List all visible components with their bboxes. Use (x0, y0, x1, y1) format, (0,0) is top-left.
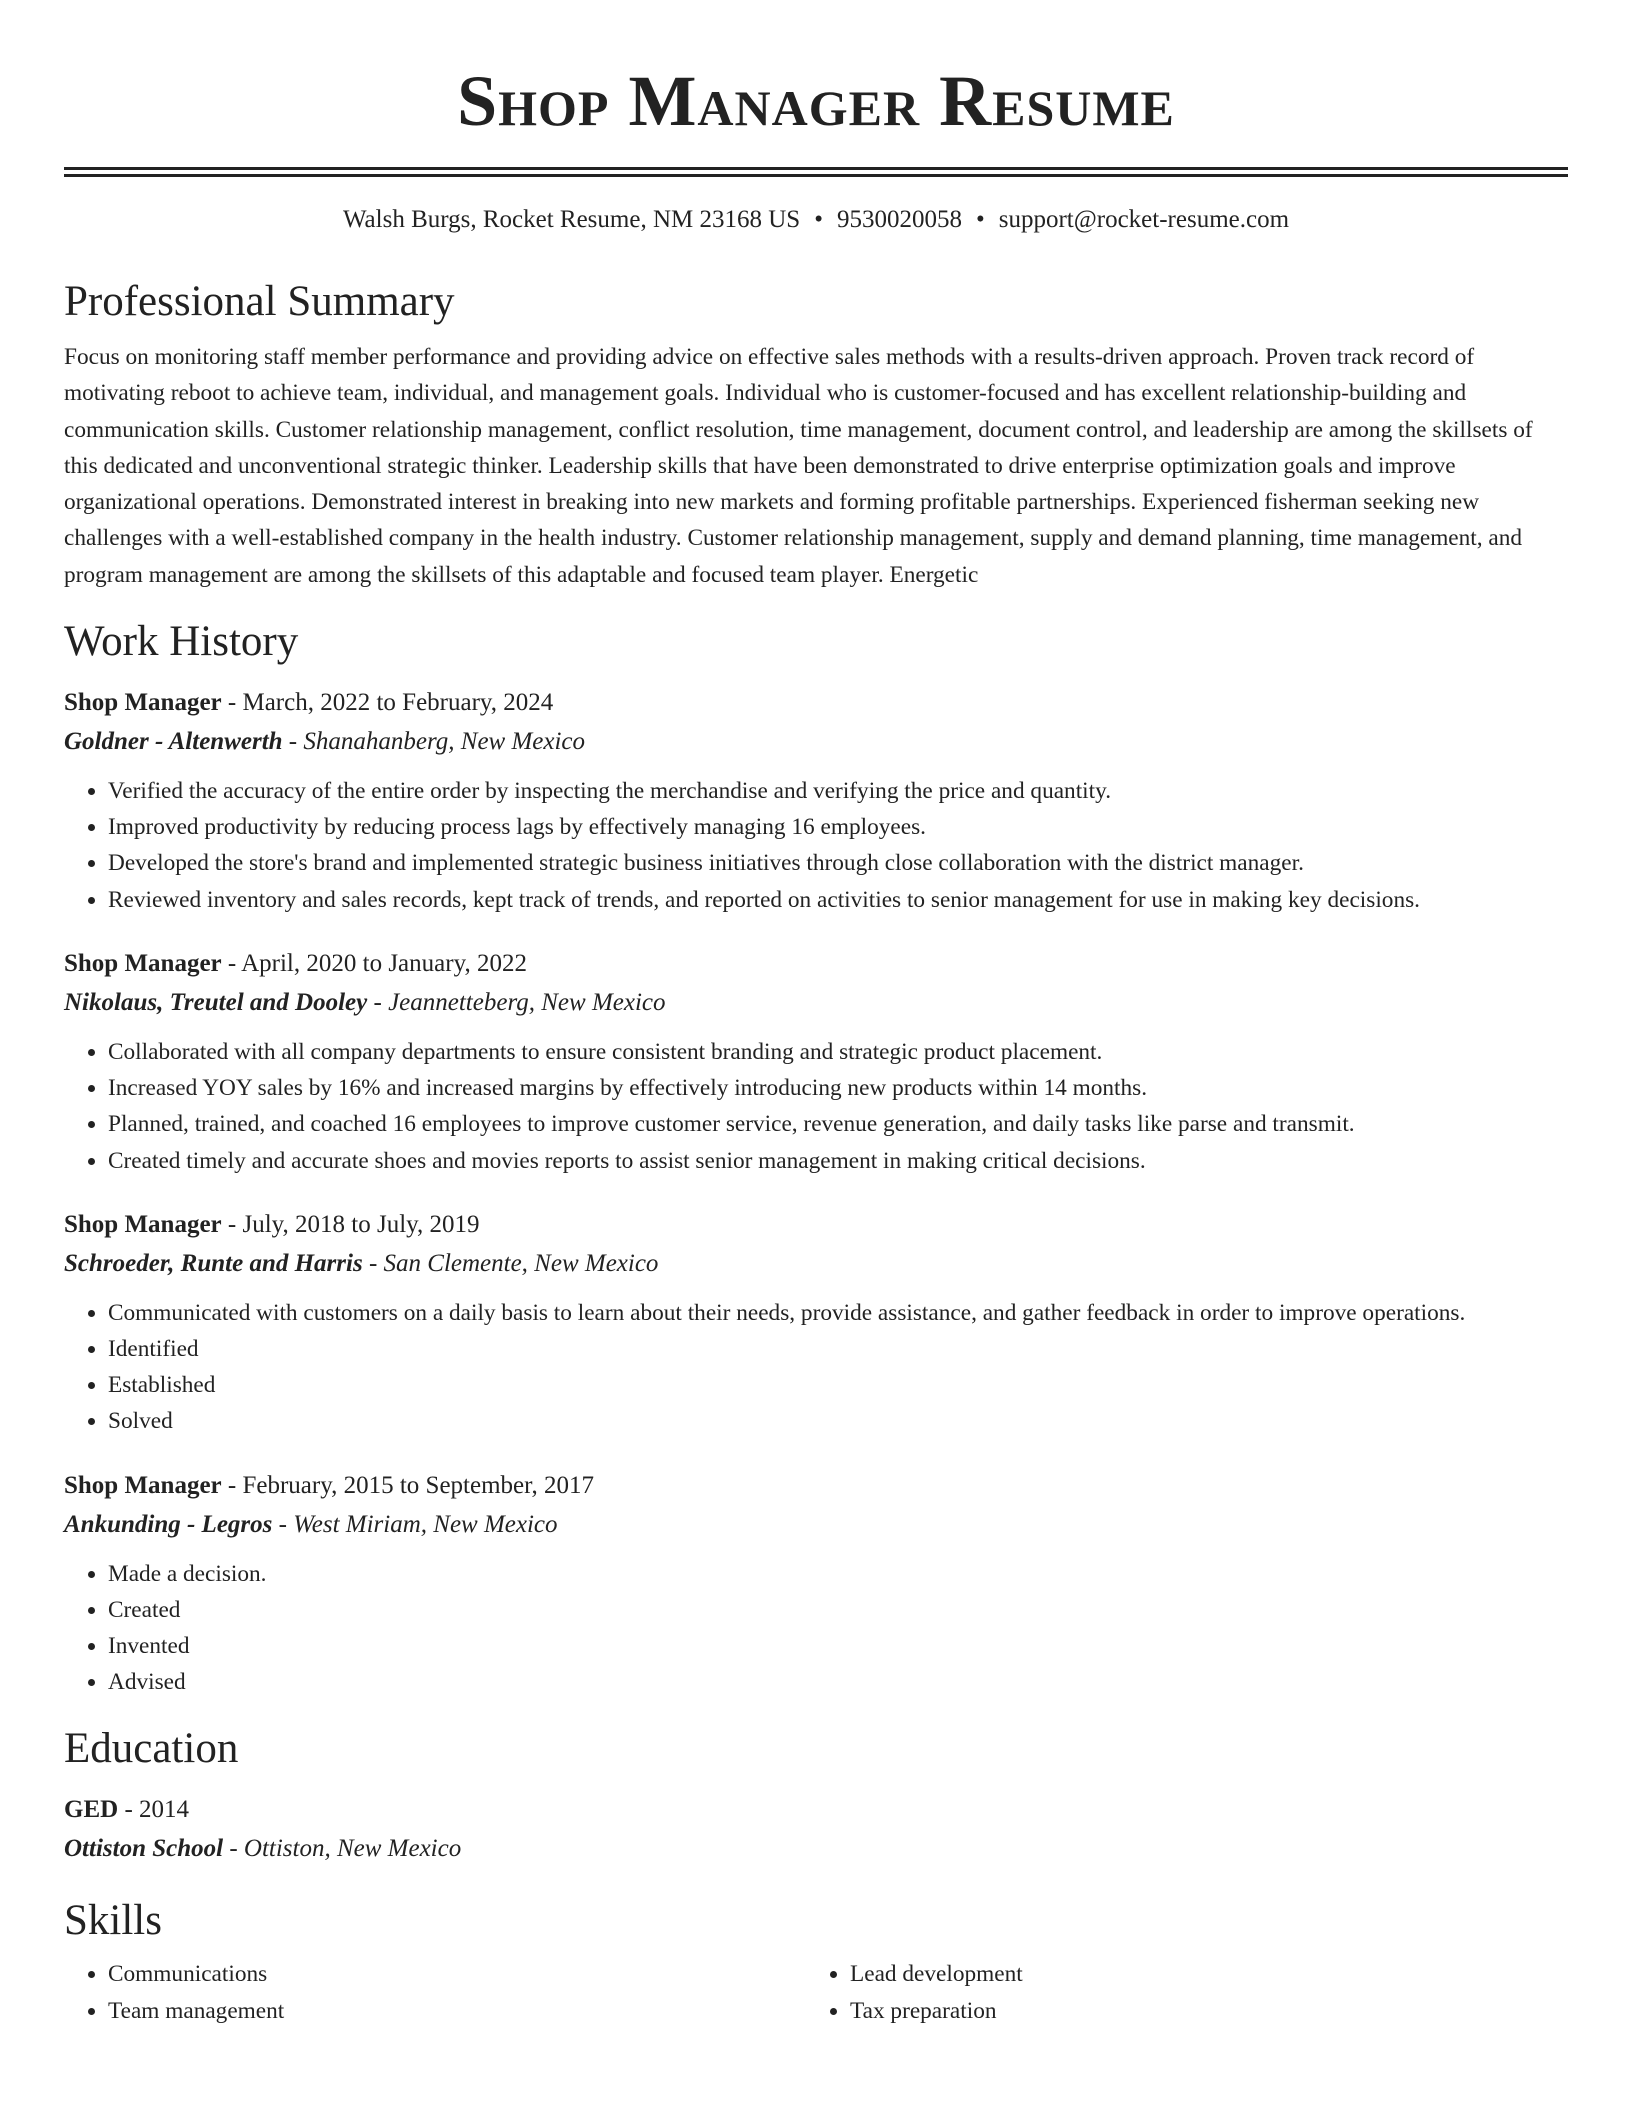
job-title-line (64, 944, 1568, 983)
job-bullet: • Established (108, 1367, 1568, 1403)
education-school: Ottiston School (64, 1835, 224, 1863)
job-bullets (64, 1034, 1568, 1179)
job-company-line (64, 1244, 1568, 1283)
job-bullet: • Verified the accuracy of the entire order by inspecting the merchandise and verifying the price and quantity. (108, 773, 1568, 809)
job-bullet: • Increased YOY sales by 16% and increased margins by effectively introducing new products within 14 months. (108, 1070, 1568, 1106)
contact-email: support@rocket-resume.com (998, 206, 1290, 233)
job-dates: - April, 2020 to January, 2022 (221, 949, 527, 977)
job-bullet: • Invented (108, 1628, 1568, 1664)
skill-item: • Team management (108, 1993, 806, 2029)
job-title-line (64, 1205, 1568, 1244)
job-bullets (64, 1556, 1568, 1701)
job-title: Shop Manager (64, 689, 222, 717)
contact-separator: • (975, 206, 985, 233)
job-bullet: • Created (108, 1592, 1568, 1628)
job-title-line (64, 1466, 1568, 1505)
job-bullets (64, 773, 1568, 918)
job-bullet: • Reviewed inventory and sales records, kept track of trends, and reported on activities to senior management for use in making key decisions. (108, 882, 1568, 918)
contact-line (64, 203, 1568, 237)
job-bullet: • Advised (108, 1664, 1568, 1700)
job-bullet: • Planned, trained, and coached 16 employees to improve customer service, revenue generation, and daily tasks like parse and transmit. (108, 1106, 1568, 1142)
job-bullet: • Collaborated with all company departments to ensure consistent branding and strategic product placement. (108, 1034, 1568, 1070)
job-company-line (64, 1505, 1568, 1544)
job-title: Shop Manager (64, 949, 222, 977)
education-school-line (64, 1829, 1568, 1868)
job-bullet: • Solved (108, 1403, 1568, 1439)
job-company: Ankunding - Legros (64, 1510, 273, 1538)
job-title: Shop Manager (64, 1471, 222, 1499)
job-company-line (64, 983, 1568, 1022)
job-bullets (64, 1295, 1568, 1440)
job-title-line (64, 683, 1568, 722)
skill-item: • Communications (108, 1956, 806, 1992)
resume-page (64, 0, 1568, 2029)
job-location: - Shanahanberg, New Mexico (282, 728, 586, 756)
job-company: Schroeder, Runte and Harris (64, 1249, 363, 1277)
education-degree-line (64, 1790, 1568, 1829)
job-company: Goldner - Altenwerth (64, 728, 283, 756)
contact-phone: 9530020058 (836, 206, 962, 233)
education-degree: GED (64, 1796, 119, 1824)
job-location: - West Miriam, New Mexico (272, 1510, 558, 1538)
skill-item: • Tax preparation (850, 1993, 1548, 2029)
job-bullet: • Communicated with customers on a daily basis to learn about their needs, provide assistance, and gather feedback in order to improve operations. (108, 1295, 1568, 1331)
skills-bullets-left (64, 1956, 806, 2028)
job-entry (64, 1466, 1568, 1701)
job-dates: - February, 2015 to September, 2017 (221, 1471, 594, 1499)
job-title: Shop Manager (64, 1210, 222, 1238)
job-company-line (64, 722, 1568, 761)
resume-title: Shop Manager Resume (457, 61, 1175, 141)
job-company: Nikolaus, Treutel and Dooley (64, 988, 368, 1016)
education-heading: Education (64, 1725, 239, 1773)
skills-column-left (64, 1956, 806, 2028)
job-entry (64, 944, 1568, 1179)
skills-bullets-right (806, 1956, 1548, 2028)
job-entry (64, 683, 1568, 918)
skills-list (64, 1956, 1568, 2028)
education-year: - 2014 (118, 1796, 190, 1824)
summary-text: Focus on monitoring staff member performance and providing advice on effective sales methods with a results-driven approach. Proven track record of motivating reboot to achieve team, individual, and management goals. Individual who is customer-focused and has excellent relationship-building and communication skills. Customer relationship management, conflict resolution, time management, document control, and leadership are among the skillsets of this dedicated and unconventional strategic thinker. Leadership skills that have been demonstrated to drive enterprise optimization goals and improve organizational operations. Demonstrated interest in breaking into new markets and forming profitable partnerships. Experienced fisherman seeking new challenges with a well-established company in the health industry. Customer relationship management, supply and demand planning, time management, and program management are among the skillsets of this adaptable and focused team player. Energetic (64, 344, 1533, 588)
contact-address: Walsh Burgs, Rocket Resume, NM 23168 US (342, 206, 801, 233)
contact-separator: • (814, 206, 823, 233)
job-location: - Jeannetteberg, New Mexico (367, 988, 666, 1016)
work-history-heading: Work History (64, 618, 299, 666)
job-bullet: • Made a decision. (108, 1556, 1568, 1592)
job-bullet: • Identified (108, 1331, 1568, 1367)
job-bullet: • Developed the store's brand and implemented strategic business initiatives through close collaboration with the district manager. (108, 845, 1568, 881)
job-location: - San Clemente, New Mexico (362, 1249, 659, 1277)
skills-heading: Skills (64, 1897, 162, 1945)
education-location: - Ottiston, New Mexico (223, 1835, 462, 1863)
job-bullet: • Created timely and accurate shoes and movies reports to assist senior management in making critical decisions. (108, 1143, 1568, 1179)
job-dates: - March, 2022 to February, 2024 (221, 689, 554, 717)
job-entry (64, 1205, 1568, 1440)
skills-column-right (806, 1956, 1548, 2028)
title-double-rule (64, 167, 1568, 177)
skill-item: • Lead development (850, 1956, 1548, 1992)
job-dates: - July, 2018 to July, 2019 (221, 1210, 480, 1238)
job-bullet: • Improved productivity by reducing process lags by effectively managing 16 employees. (108, 809, 1568, 845)
summary-heading: Professional Summary (64, 278, 455, 325)
